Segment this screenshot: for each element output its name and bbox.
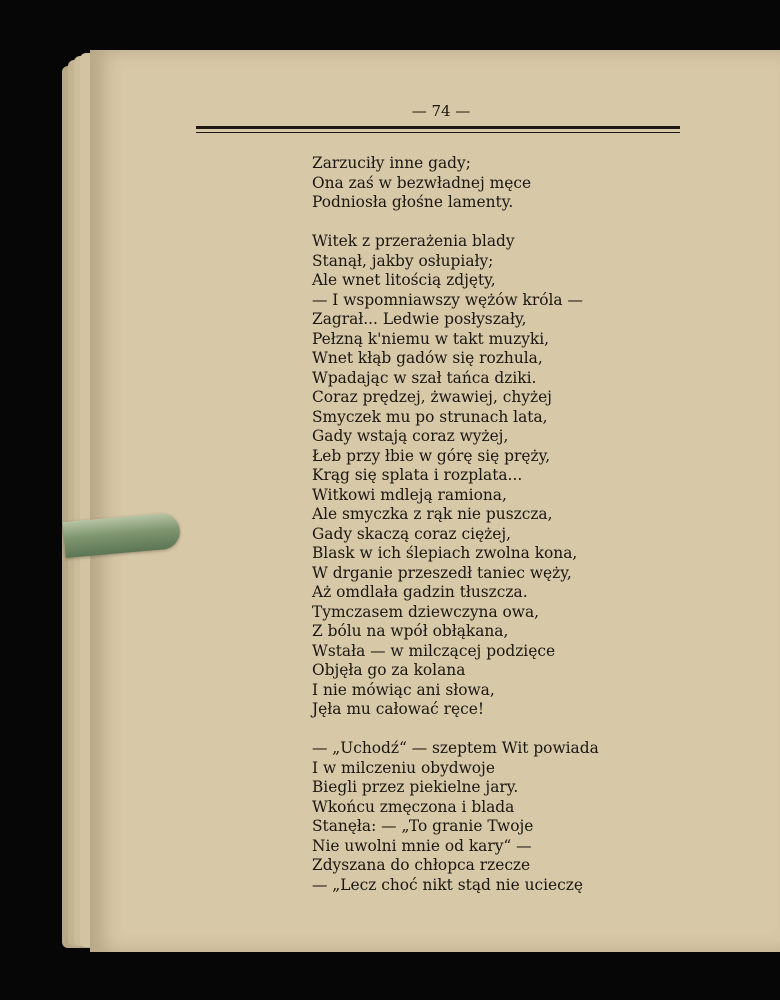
poem-line: Nie uwolni mnie od kary“ — [312, 836, 532, 855]
poem-line: Tymczasem dziewczyna owa, [312, 602, 540, 621]
poem-text [312, 154, 599, 895]
header-rule [196, 126, 680, 133]
poem-line: Zagrał... Ledwie posłyszały, [312, 310, 527, 328]
poem-line: Łeb przy łbie w górę się pręży, [312, 446, 551, 465]
poem-line: Wpadając w szał tańca dziki. [312, 368, 537, 387]
poem-line: Ale wnet litością zdjęty, [312, 271, 496, 289]
page-number: — 74 — [411, 102, 471, 120]
poem-line: Aż omdlała gadzin tłuszcza. [312, 583, 528, 601]
poem-line: Witek z przerażenia blady [312, 232, 515, 250]
poem-line: Wkońcu zmęczona i blada [312, 797, 515, 816]
poem-line: Witkowi mdleją ramiona, [312, 485, 507, 504]
poem-line: — „Lecz choć nikt stąd nie ucieczę [312, 875, 583, 894]
poem-line: Krąg się splata i rozplata... [312, 466, 523, 484]
poem-line: W drganie przeszedł taniec węży, [312, 563, 572, 582]
poem-line: Pełzną k'niemu w takt muzyki, [312, 329, 550, 348]
poem-line: Ona zaś w bezwładnej męce [312, 173, 532, 192]
poem-line: Coraz prędzej, żwawiej, chyżej [312, 388, 552, 406]
poem-line: I w milczeniu obydwoje [312, 758, 495, 777]
poem-line: I nie mówiąc ani słowa, [312, 680, 495, 699]
poem-line: — I wspomniawszy wężów króla — [312, 290, 583, 309]
poem-line: Wstała — w milczącej podzięce [312, 641, 556, 660]
poem-line: Stanęła: — „To granie Twoje [312, 817, 534, 835]
poem-line: Zarzuciły inne gady; [312, 154, 471, 172]
poem-line: — „Uchodź“ — szeptem Wit powiada [312, 739, 599, 757]
poem-line: Zdyszana do chłopca rzecze [312, 856, 531, 874]
poem-line: Smyczek mu po strunach lata, [312, 407, 548, 426]
stanza-break [312, 213, 599, 233]
poem-line: Jęła mu całować ręce! [312, 700, 485, 718]
poem-line: Gady wstają coraz wyżej, [312, 427, 509, 445]
poem-line: Objęła go za kolana [312, 661, 466, 679]
stanza-break [312, 720, 599, 740]
poem-line: Wnet kłąb gadów się rozhula, [312, 349, 543, 367]
poem-line: Ale smyczka z rąk nie puszcza, [312, 505, 553, 523]
poem-line: Z bólu na wpół obłąkana, [312, 622, 509, 640]
poem-line: Podniosła głośne lamenty. [312, 193, 514, 211]
poem-line: Blask w ich ślepiach zwolna kona, [312, 544, 578, 562]
poem-line: Biegli przez piekielne jary. [312, 778, 519, 796]
poem-line: Gady skaczą coraz ciężej, [312, 524, 512, 543]
poem-line: Stanął, jakby osłupiały; [312, 251, 494, 270]
